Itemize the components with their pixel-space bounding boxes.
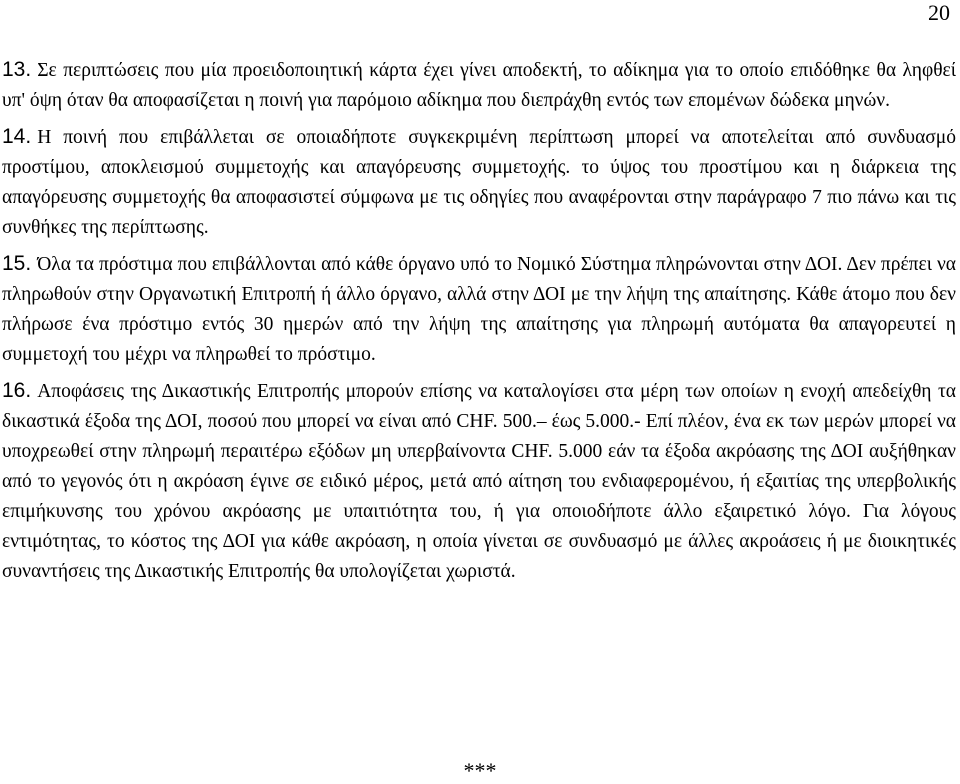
section-separator: *** (463, 758, 497, 783)
paragraph-16 (2, 376, 956, 587)
paragraph-text: Αποφάσεις της Δικαστικής Επιτροπής μπορούν επίσης να καταλογίσει στα μέρη των οποίων η ενοχή απεδείχθη τα δικαστικά έξοδα της ΔΟΙ, ποσού που μπορεί να είναι από CHF. 500.– έως 5.000.- Επί πλέον, ένα εκ των μερών μπορεί να υποχρεωθεί στην πληρωμή περαιτέρω εξόδων μη υπερβαίνοντα CHF. 5.000 εάν τα έξοδα ακρόασης της ΔΟΙ αυξήθηκαν από το γεγονός ότι η ακρόαση έγινε σε ειδικό μέρος, μετά από αίτηση του ενδιαφερομένου, ή εξαιτίας της υπερβολικής επιμήκυνσης του χρόνου ακρόασης με υπαιτιότητα του, ή για οποιοδήποτε άλλο εξαιρετικό λόγο. Για λόγους εντιμότητας, το κόστος της ΔΟΙ για κάθε ακρόαση, η οποία γίνεται σε συνδυασμό με άλλες ακροάσεις ή με διοικητικές συναντήσεις της Δικαστικής Επιτροπής θα υπολογίζεται χωριστά. (2, 381, 956, 582)
paragraph-number: 16. (2, 379, 32, 402)
paragraph-text: Σε περιπτώσεις που μία προειδοποιητική κάρτα έχει γίνει αποδεκτή, το αδίκημα για το οποίο επιδόθηκε θα ληφθεί υπ' όψη όταν θα αποφασίζεται η ποινή για παρόμοιο αδίκημα που διεπράχθη εντός των επομένων δώδεκα μηνών. (2, 60, 956, 111)
document-body (2, 55, 956, 593)
paragraph-text: Η ποινή που επιβάλλεται σε οποιαδήποτε συγκεκριμένη περίπτωση μπορεί να αποτελείται από συνδυασμό προστίμου, αποκλεισμού συμμετοχής και απαγόρευσης συμμετοχής. το ύψος του προστίμου και η διάρκεια της απαγόρευσης συμμετοχής θα αποφασιστεί σύμφωνα με τις οδηγίες που αναφέρονται στην παράγραφο 7 πιο πάνω και τις συνθήκες της περίπτωσης. (2, 127, 956, 238)
paragraph-text: Όλα τα πρόστιμα που επιβάλλονται από κάθε όργανο υπό το Νομικό Σύστημα πληρώνονται στην ΔΟΙ. Δεν πρέπει να πληρωθούν στην Οργανωτική Επιτροπή ή άλλο όργανο, αλλά στην ΔΟΙ με την λήψη της απαίτησης. Κάθε άτομο που δεν πλήρωσε ένα πρόστιμο εντός 30 ημερών από την λήψη της απαίτησης για πληρωμή αυτόματα θα απαγορευτεί η συμμετοχή του μέχρι να πληρωθεί το πρόστιμο. (2, 254, 956, 365)
page-number: 20 (928, 0, 950, 25)
paragraph-number: 13. (2, 58, 32, 81)
paragraph-13 (2, 55, 956, 116)
paragraph-14 (2, 122, 956, 243)
paragraph-15 (2, 249, 956, 370)
paragraph-number: 15. (2, 252, 32, 275)
paragraph-number: 14. (2, 125, 32, 148)
